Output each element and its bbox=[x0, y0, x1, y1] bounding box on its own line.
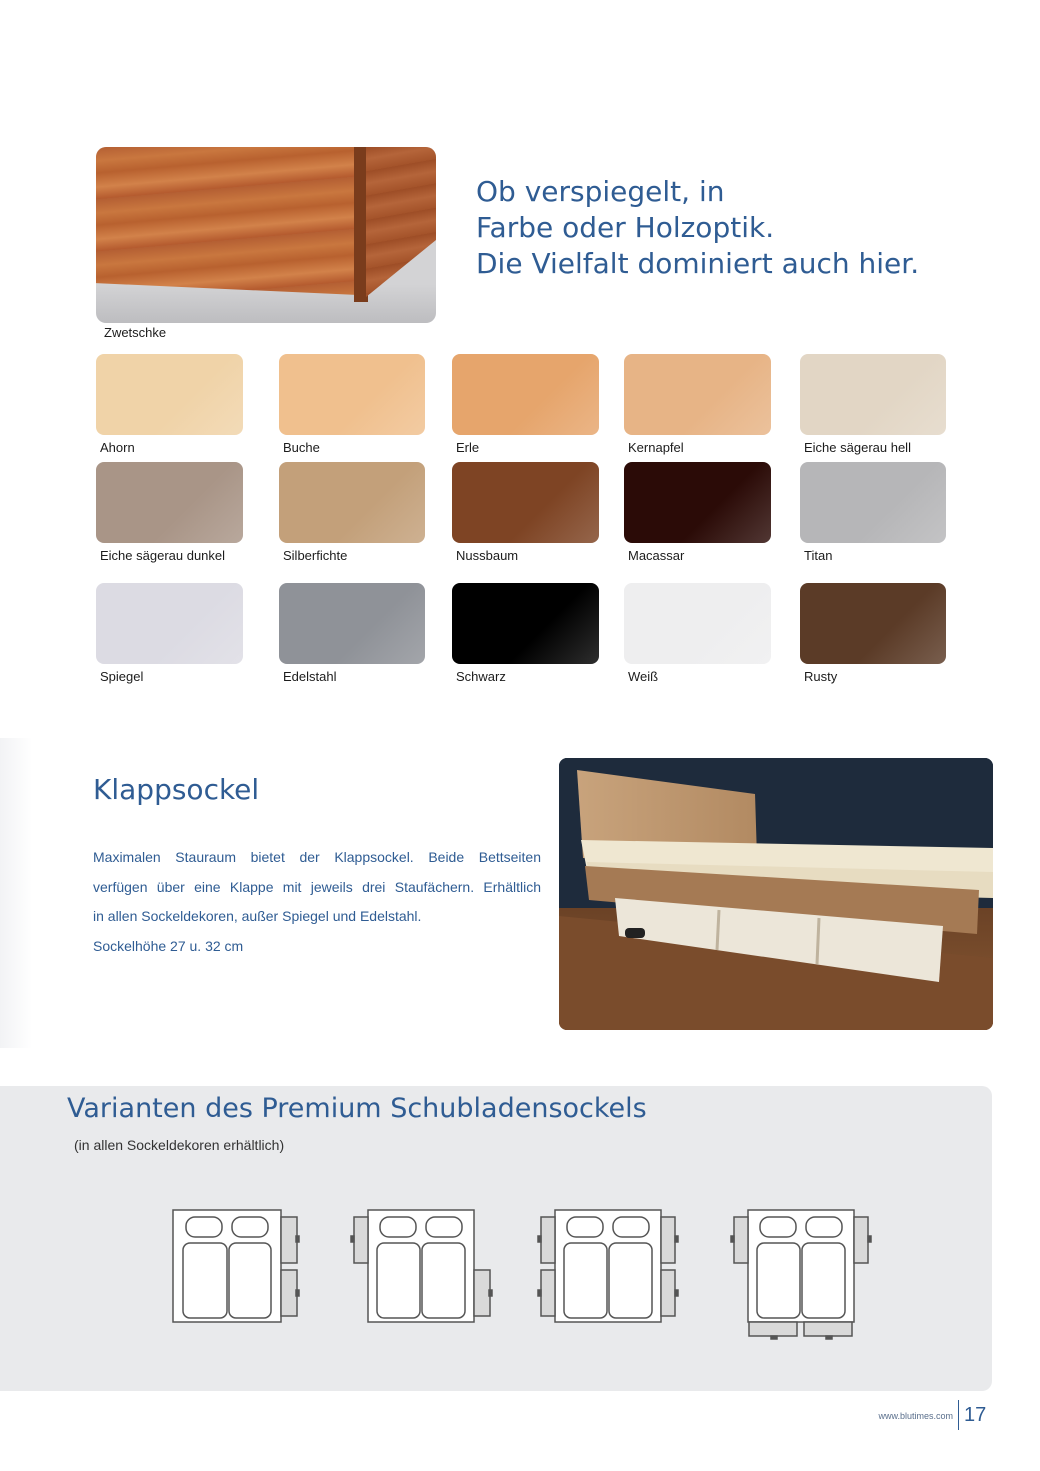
variant-3-diagram bbox=[538, 1210, 678, 1322]
hero-wood-photo bbox=[96, 147, 436, 323]
swatch-label: Eiche sägerau hell bbox=[804, 440, 911, 455]
klappsockel-title: Klappsockel bbox=[93, 773, 260, 806]
swatch-weiß bbox=[624, 583, 771, 664]
variant-2-diagram bbox=[351, 1210, 492, 1322]
swatch-edelstahl bbox=[279, 583, 425, 664]
klappsockel-bed-photo bbox=[559, 758, 993, 1030]
variant-4-diagram bbox=[731, 1210, 871, 1339]
description-line-4: Sockelhöhe 27 u. 32 cm bbox=[93, 937, 244, 954]
swatch-spiegel bbox=[96, 583, 243, 664]
swatch-buche bbox=[279, 354, 425, 435]
description-line-1: Maximalen Stauraum bietet der Klappsockel. Beide Bettseiten bbox=[93, 849, 541, 865]
swatch-kernapfel bbox=[624, 354, 771, 435]
swatch-eiche-sägerau-hell bbox=[800, 354, 946, 435]
swatch-schwarz bbox=[452, 583, 599, 664]
swatch-label: Spiegel bbox=[100, 669, 144, 684]
swatch-label: Erle bbox=[456, 440, 480, 455]
page-headline bbox=[476, 174, 996, 282]
swatch-label: Ahorn bbox=[100, 440, 135, 455]
swatch-label: Kernapfel bbox=[628, 440, 684, 455]
swatch-rusty bbox=[800, 583, 946, 664]
headline-line-3: Die Vielfalt dominiert auch hier. bbox=[476, 247, 920, 280]
swatch-titan bbox=[800, 462, 946, 543]
swatch-label: Edelstahl bbox=[283, 669, 337, 684]
footer-divider bbox=[958, 1400, 959, 1430]
description-line-2: verfügen über eine Klappe mit jeweils drei Staufächern. Erhältlich bbox=[93, 878, 541, 895]
headline-line-2: Farbe oder Holzoptik. bbox=[476, 211, 775, 244]
swatch-label: Titan bbox=[804, 548, 833, 563]
swatch-label: Rusty bbox=[804, 669, 838, 684]
headline-line-1: Ob verspiegelt, in bbox=[476, 175, 725, 208]
swatch-nussbaum bbox=[452, 462, 599, 543]
swatch-ahorn bbox=[96, 354, 243, 435]
varianten-title: Varianten des Premium Schubladensockels bbox=[67, 1093, 647, 1124]
swatch-label: Macassar bbox=[628, 548, 685, 563]
hero-caption: Zwetschke bbox=[104, 325, 167, 340]
swatch-label: Weiß bbox=[628, 669, 659, 684]
swatch-label: Silberfichte bbox=[283, 548, 348, 563]
left-edge-decoration bbox=[0, 738, 32, 1048]
swatch-label: Eiche sägerau dunkel bbox=[100, 548, 226, 563]
klappsockel-description bbox=[93, 843, 541, 961]
swatch-label: Buche bbox=[283, 440, 320, 455]
description-line-3: in allen Sockeldekoren, außer Spiegel und Edelstahl. bbox=[93, 908, 422, 924]
bed-variant-diagrams bbox=[168, 1200, 888, 1340]
varianten-subtitle: (in allen Sockeldekoren erhältlich) bbox=[74, 1137, 285, 1153]
swatch-label: Schwarz bbox=[456, 669, 506, 684]
footer-url[interactable]: www.blutimes.com bbox=[878, 1411, 953, 1421]
swatch-label: Nussbaum bbox=[456, 548, 519, 563]
variant-1-diagram bbox=[173, 1210, 299, 1322]
swatch-erle bbox=[452, 354, 599, 435]
swatch-macassar bbox=[624, 462, 771, 543]
page-number: 17 bbox=[964, 1404, 987, 1426]
swatch-silberfichte bbox=[279, 462, 425, 543]
swatch-eiche-sägerau-dunkel bbox=[96, 462, 243, 543]
